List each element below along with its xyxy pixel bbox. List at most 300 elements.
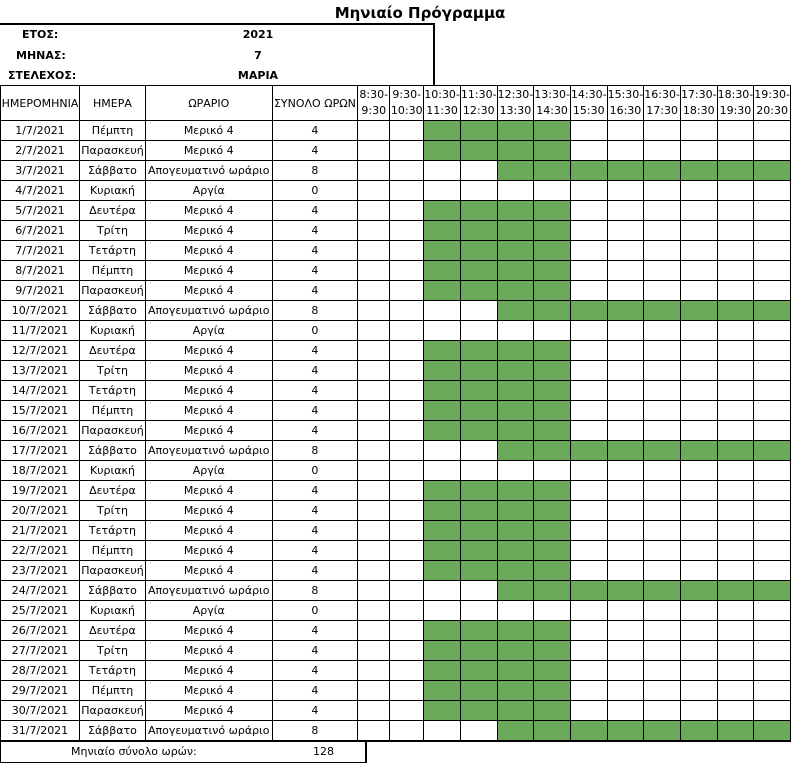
- total-hours-cell: 4: [272, 361, 358, 381]
- shift-slot-empty: [358, 121, 390, 141]
- shift-slot-active: [424, 501, 461, 521]
- schedule-cell: Αργία: [145, 321, 272, 341]
- shift-slot-active: [424, 401, 461, 421]
- shift-slot-empty: [717, 481, 754, 501]
- time-slot-end: 14:30: [536, 104, 568, 117]
- shift-slot-empty: [717, 521, 754, 541]
- date-cell: 5/7/2021: [1, 201, 80, 221]
- date-cell: 29/7/2021: [1, 681, 80, 701]
- shift-slot-empty: [607, 701, 644, 721]
- shift-slot-empty: [460, 301, 497, 321]
- shift-slot-empty: [607, 641, 644, 661]
- shift-slot-empty: [424, 581, 461, 601]
- shift-slot-empty: [607, 281, 644, 301]
- shift-slot-empty: [358, 581, 390, 601]
- shift-slot-empty: [717, 401, 754, 421]
- shift-slot-empty: [717, 361, 754, 381]
- shift-slot-empty: [358, 321, 390, 341]
- shift-slot-empty: [680, 601, 717, 621]
- shift-slot-empty: [680, 641, 717, 661]
- shift-slot-empty: [680, 201, 717, 221]
- time-slot-start: 13:30-: [534, 88, 570, 101]
- date-cell: 14/7/2021: [1, 381, 80, 401]
- shift-slot-active: [570, 441, 607, 461]
- shift-slot-active: [424, 121, 461, 141]
- shift-slot-empty: [680, 361, 717, 381]
- date-cell: 8/7/2021: [1, 261, 80, 281]
- shift-slot-empty: [644, 341, 681, 361]
- shift-slot-active: [534, 301, 571, 321]
- column-header-day: ΗΜΕΡΑ: [79, 86, 145, 121]
- schedule-cell: Μερικό 4: [145, 201, 272, 221]
- shift-slot-empty: [358, 301, 390, 321]
- shift-slot-empty: [570, 561, 607, 581]
- total-hours-cell: 4: [272, 481, 358, 501]
- shift-slot-active: [497, 561, 534, 581]
- shift-slot-active: [534, 441, 571, 461]
- shift-slot-empty: [754, 341, 791, 361]
- date-cell: 17/7/2021: [1, 441, 80, 461]
- table-row: [1, 161, 791, 181]
- shift-slot-active: [424, 141, 461, 161]
- schedule-cell: Απογευματινό ωράριο: [145, 161, 272, 181]
- schedule-cell: Μερικό 4: [145, 401, 272, 421]
- shift-slot-empty: [607, 341, 644, 361]
- time-slot-start: 17:30-: [680, 88, 717, 101]
- shift-slot-empty: [607, 241, 644, 261]
- shift-slot-empty: [717, 701, 754, 721]
- shift-slot-active: [497, 521, 534, 541]
- shift-slot-empty: [717, 501, 754, 521]
- shift-slot-active: [534, 221, 571, 241]
- shift-slot-active: [534, 381, 571, 401]
- shift-slot-empty: [390, 381, 424, 401]
- shift-slot-active: [497, 221, 534, 241]
- date-cell: 13/7/2021: [1, 361, 80, 381]
- shift-slot-active: [497, 401, 534, 421]
- date-cell: 7/7/2021: [1, 241, 80, 261]
- shift-slot-active: [460, 541, 497, 561]
- shift-slot-active: [460, 121, 497, 141]
- time-slot-start: 8:30-: [359, 88, 389, 101]
- schedule-cell: Μερικό 4: [145, 421, 272, 441]
- shift-slot-empty: [460, 461, 497, 481]
- shift-slot-active: [570, 161, 607, 181]
- table-row: [1, 521, 791, 541]
- shift-slot-empty: [717, 461, 754, 481]
- shift-slot-empty: [570, 481, 607, 501]
- shift-slot-active: [717, 581, 754, 601]
- shift-slot-empty: [644, 561, 681, 581]
- shift-slot-active: [497, 421, 534, 441]
- schedule-cell: Μερικό 4: [145, 681, 272, 701]
- shift-slot-empty: [680, 461, 717, 481]
- day-cell: Τετάρτη: [79, 661, 145, 681]
- shift-slot-active: [680, 721, 717, 742]
- shift-slot-empty: [754, 661, 791, 681]
- shift-slot-active: [534, 621, 571, 641]
- shift-slot-empty: [390, 441, 424, 461]
- shift-slot-empty: [607, 521, 644, 541]
- time-slot-header: [534, 86, 571, 121]
- total-hours-cell: 4: [272, 221, 358, 241]
- shift-slot-empty: [717, 561, 754, 581]
- time-slot-end: 19:30: [719, 104, 752, 117]
- shift-slot-empty: [358, 281, 390, 301]
- shift-slot-empty: [390, 461, 424, 481]
- date-cell: 22/7/2021: [1, 541, 80, 561]
- total-hours-cell: 4: [272, 521, 358, 541]
- shift-slot-empty: [717, 681, 754, 701]
- time-slot-end: 13:30: [499, 104, 532, 117]
- shift-slot-active: [424, 641, 461, 661]
- day-cell: Πέμπτη: [79, 121, 145, 141]
- shift-slot-empty: [358, 341, 390, 361]
- shift-slot-empty: [460, 161, 497, 181]
- shift-slot-empty: [497, 321, 534, 341]
- shift-slot-empty: [390, 121, 424, 141]
- time-slot-header: [644, 86, 681, 121]
- shift-slot-empty: [460, 321, 497, 341]
- table-row: [1, 341, 791, 361]
- shift-slot-empty: [754, 361, 791, 381]
- schedule-cell: Μερικό 4: [145, 141, 272, 161]
- table-row: [1, 561, 791, 581]
- shift-slot-active: [680, 301, 717, 321]
- shift-slot-empty: [607, 661, 644, 681]
- shift-slot-active: [424, 341, 461, 361]
- shift-slot-active: [424, 681, 461, 701]
- monthly-total-label: Μηνιαίο σύνολο ωρών:: [71, 745, 197, 758]
- shift-slot-empty: [680, 481, 717, 501]
- table-row: [1, 501, 791, 521]
- shift-slot-empty: [358, 201, 390, 221]
- time-slot-header: [460, 86, 497, 121]
- total-hours-cell: 0: [272, 321, 358, 341]
- day-cell: Σάββατο: [79, 161, 145, 181]
- shift-slot-empty: [358, 361, 390, 381]
- table-row: [1, 581, 791, 601]
- time-slot-start: 12:30-: [497, 88, 534, 101]
- shift-slot-empty: [644, 381, 681, 401]
- shift-slot-active: [754, 301, 791, 321]
- shift-slot-active: [424, 421, 461, 441]
- table-row: [1, 201, 791, 221]
- schedule-cell: Μερικό 4: [145, 541, 272, 561]
- time-slot-end: 18:30: [682, 104, 715, 117]
- shift-slot-active: [460, 481, 497, 501]
- shift-slot-empty: [680, 341, 717, 361]
- shift-slot-empty: [424, 161, 461, 181]
- shift-slot-empty: [754, 521, 791, 541]
- shift-slot-empty: [497, 601, 534, 621]
- year-label: ΕΤΟΣ:: [22, 28, 59, 41]
- shift-slot-active: [497, 301, 534, 321]
- shift-slot-empty: [754, 261, 791, 281]
- table-row: [1, 681, 791, 701]
- shift-slot-empty: [607, 221, 644, 241]
- shift-slot-empty: [390, 341, 424, 361]
- total-hours-cell: 0: [272, 181, 358, 201]
- day-cell: Τρίτη: [79, 501, 145, 521]
- shift-slot-active: [460, 681, 497, 701]
- shift-slot-empty: [754, 621, 791, 641]
- day-cell: Παρασκευή: [79, 701, 145, 721]
- date-cell: 28/7/2021: [1, 661, 80, 681]
- total-hours-cell: 4: [272, 561, 358, 581]
- shift-slot-empty: [534, 461, 571, 481]
- day-cell: Πέμπτη: [79, 401, 145, 421]
- shift-slot-active: [534, 161, 571, 181]
- shift-slot-active: [497, 341, 534, 361]
- shift-slot-active: [497, 441, 534, 461]
- shift-slot-empty: [644, 521, 681, 541]
- shift-slot-empty: [680, 121, 717, 141]
- day-cell: Τρίτη: [79, 641, 145, 661]
- table-row: [1, 221, 791, 241]
- shift-slot-empty: [424, 181, 461, 201]
- schedule-cell: Αργία: [145, 461, 272, 481]
- shift-slot-empty: [607, 181, 644, 201]
- shift-slot-active: [717, 441, 754, 461]
- shift-slot-active: [460, 561, 497, 581]
- column-header-schedule: ΩΡΑΡΙΟ: [145, 86, 272, 121]
- shift-slot-empty: [680, 381, 717, 401]
- shift-slot-active: [534, 201, 571, 221]
- shift-slot-empty: [644, 361, 681, 381]
- shift-slot-empty: [754, 381, 791, 401]
- date-cell: 25/7/2021: [1, 601, 80, 621]
- shift-slot-empty: [534, 181, 571, 201]
- schedule-cell: Μερικό 4: [145, 341, 272, 361]
- shift-slot-empty: [607, 321, 644, 341]
- shift-slot-active: [460, 261, 497, 281]
- monthly-total-value: 128: [313, 745, 334, 758]
- shift-slot-empty: [390, 201, 424, 221]
- day-cell: Τρίτη: [79, 221, 145, 241]
- table-row: [1, 461, 791, 481]
- date-cell: 30/7/2021: [1, 701, 80, 721]
- shift-slot-empty: [754, 201, 791, 221]
- shift-slot-empty: [680, 621, 717, 641]
- shift-slot-empty: [570, 181, 607, 201]
- total-hours-cell: 4: [272, 501, 358, 521]
- shift-slot-empty: [717, 621, 754, 641]
- total-hours-cell: 4: [272, 281, 358, 301]
- shift-slot-empty: [644, 321, 681, 341]
- schedule-cell: Αργία: [145, 601, 272, 621]
- shift-slot-empty: [644, 481, 681, 501]
- shift-slot-empty: [358, 461, 390, 481]
- shift-slot-active: [534, 681, 571, 701]
- shift-slot-active: [460, 521, 497, 541]
- shift-slot-active: [497, 241, 534, 261]
- time-slot-header: [497, 86, 534, 121]
- shift-slot-active: [497, 501, 534, 521]
- shift-slot-empty: [607, 121, 644, 141]
- shift-slot-active: [644, 161, 681, 181]
- shift-slot-active: [534, 241, 571, 261]
- shift-slot-active: [680, 161, 717, 181]
- schedule-cell: Μερικό 4: [145, 361, 272, 381]
- shift-slot-active: [754, 161, 791, 181]
- shift-slot-empty: [570, 461, 607, 481]
- total-hours-cell: 8: [272, 161, 358, 181]
- date-cell: 12/7/2021: [1, 341, 80, 361]
- schedule-cell: Μερικό 4: [145, 501, 272, 521]
- shift-slot-empty: [570, 401, 607, 421]
- shift-slot-active: [460, 241, 497, 261]
- shift-slot-empty: [358, 381, 390, 401]
- table-row: [1, 621, 791, 641]
- shift-slot-active: [607, 161, 644, 181]
- time-slot-header: [358, 86, 390, 121]
- day-cell: Σάββατο: [79, 301, 145, 321]
- shift-slot-active: [424, 201, 461, 221]
- shift-slot-active: [497, 581, 534, 601]
- table-row: [1, 481, 791, 501]
- shift-slot-empty: [754, 501, 791, 521]
- date-cell: 1/7/2021: [1, 121, 80, 141]
- schedule-cell: Απογευματινό ωράριο: [145, 441, 272, 461]
- shift-slot-empty: [607, 141, 644, 161]
- shift-slot-empty: [754, 481, 791, 501]
- shift-slot-empty: [358, 421, 390, 441]
- shift-slot-active: [644, 721, 681, 742]
- shift-slot-empty: [570, 621, 607, 641]
- schedule-cell: Μερικό 4: [145, 381, 272, 401]
- shift-slot-active: [497, 541, 534, 561]
- total-hours-cell: 4: [272, 341, 358, 361]
- shift-slot-empty: [607, 201, 644, 221]
- shift-slot-active: [424, 281, 461, 301]
- shift-slot-empty: [717, 201, 754, 221]
- shift-slot-empty: [717, 241, 754, 261]
- shift-slot-active: [460, 221, 497, 241]
- shift-slot-active: [460, 361, 497, 381]
- shift-slot-active: [497, 201, 534, 221]
- shift-slot-empty: [358, 481, 390, 501]
- shift-slot-empty: [358, 441, 390, 461]
- date-cell: 27/7/2021: [1, 641, 80, 661]
- shift-slot-active: [460, 281, 497, 301]
- shift-slot-empty: [680, 181, 717, 201]
- time-slot-start: 14:30-: [570, 88, 607, 101]
- time-slot-header: [754, 86, 791, 121]
- shift-slot-empty: [390, 521, 424, 541]
- shift-slot-empty: [754, 561, 791, 581]
- table-row: [1, 281, 791, 301]
- shift-slot-active: [497, 361, 534, 381]
- time-slot-end: 9:30: [361, 104, 387, 117]
- shift-slot-empty: [680, 501, 717, 521]
- shift-slot-empty: [358, 161, 390, 181]
- shift-slot-empty: [607, 461, 644, 481]
- date-cell: 24/7/2021: [1, 581, 80, 601]
- shift-slot-empty: [680, 241, 717, 261]
- schedule-cell: Μερικό 4: [145, 701, 272, 721]
- page-title: Μηνιαίο Πρόγραμμα: [334, 4, 506, 22]
- total-hours-cell: 4: [272, 421, 358, 441]
- schedule-cell: Μερικό 4: [145, 561, 272, 581]
- shift-slot-empty: [644, 501, 681, 521]
- shift-slot-empty: [717, 601, 754, 621]
- total-hours-cell: 8: [272, 721, 358, 742]
- shift-slot-empty: [644, 421, 681, 441]
- shift-slot-active: [534, 701, 571, 721]
- shift-slot-active: [534, 581, 571, 601]
- shift-slot-empty: [358, 541, 390, 561]
- shift-slot-active: [717, 301, 754, 321]
- date-cell: 16/7/2021: [1, 421, 80, 441]
- shift-slot-active: [460, 341, 497, 361]
- shift-slot-empty: [717, 141, 754, 161]
- table-row: [1, 601, 791, 621]
- total-hours-cell: 4: [272, 381, 358, 401]
- shift-slot-active: [424, 481, 461, 501]
- shift-slot-active: [680, 441, 717, 461]
- shift-slot-empty: [754, 181, 791, 201]
- shift-slot-active: [497, 621, 534, 641]
- schedule-cell: Μερικό 4: [145, 661, 272, 681]
- shift-slot-empty: [358, 681, 390, 701]
- date-cell: 19/7/2021: [1, 481, 80, 501]
- time-slot-end: 20:30: [756, 104, 788, 117]
- table-row: [1, 421, 791, 441]
- day-cell: Κυριακή: [79, 181, 145, 201]
- shift-slot-empty: [607, 561, 644, 581]
- shift-slot-empty: [754, 221, 791, 241]
- shift-slot-active: [497, 261, 534, 281]
- date-cell: 9/7/2021: [1, 281, 80, 301]
- schedule-cell: Απογευματινό ωράριο: [145, 581, 272, 601]
- total-hours-cell: 4: [272, 641, 358, 661]
- shift-slot-empty: [607, 501, 644, 521]
- table-row: [1, 721, 791, 742]
- shift-slot-empty: [570, 681, 607, 701]
- shift-slot-active: [424, 541, 461, 561]
- shift-slot-active: [644, 581, 681, 601]
- time-slot-header: [680, 86, 717, 121]
- shift-slot-empty: [390, 601, 424, 621]
- shift-slot-empty: [460, 441, 497, 461]
- shift-slot-active: [717, 161, 754, 181]
- shift-slot-empty: [358, 601, 390, 621]
- shift-slot-active: [424, 261, 461, 281]
- shift-slot-active: [534, 261, 571, 281]
- total-hours-cell: 8: [272, 441, 358, 461]
- date-cell: 20/7/2021: [1, 501, 80, 521]
- shift-slot-empty: [607, 381, 644, 401]
- shift-slot-empty: [644, 661, 681, 681]
- shift-slot-active: [534, 661, 571, 681]
- shift-slot-active: [424, 521, 461, 541]
- table-row: [1, 321, 791, 341]
- shift-slot-active: [717, 721, 754, 742]
- date-cell: 10/7/2021: [1, 301, 80, 321]
- shift-slot-empty: [358, 181, 390, 201]
- shift-slot-empty: [754, 421, 791, 441]
- schedule-cell: Μερικό 4: [145, 281, 272, 301]
- column-header-date: ΗΜΕΡΟΜΗΝΙΑ: [1, 86, 80, 121]
- shift-slot-empty: [390, 561, 424, 581]
- shift-slot-empty: [358, 401, 390, 421]
- date-cell: 15/7/2021: [1, 401, 80, 421]
- shift-slot-empty: [680, 321, 717, 341]
- day-cell: Κυριακή: [79, 321, 145, 341]
- shift-slot-empty: [570, 141, 607, 161]
- shift-slot-empty: [754, 281, 791, 301]
